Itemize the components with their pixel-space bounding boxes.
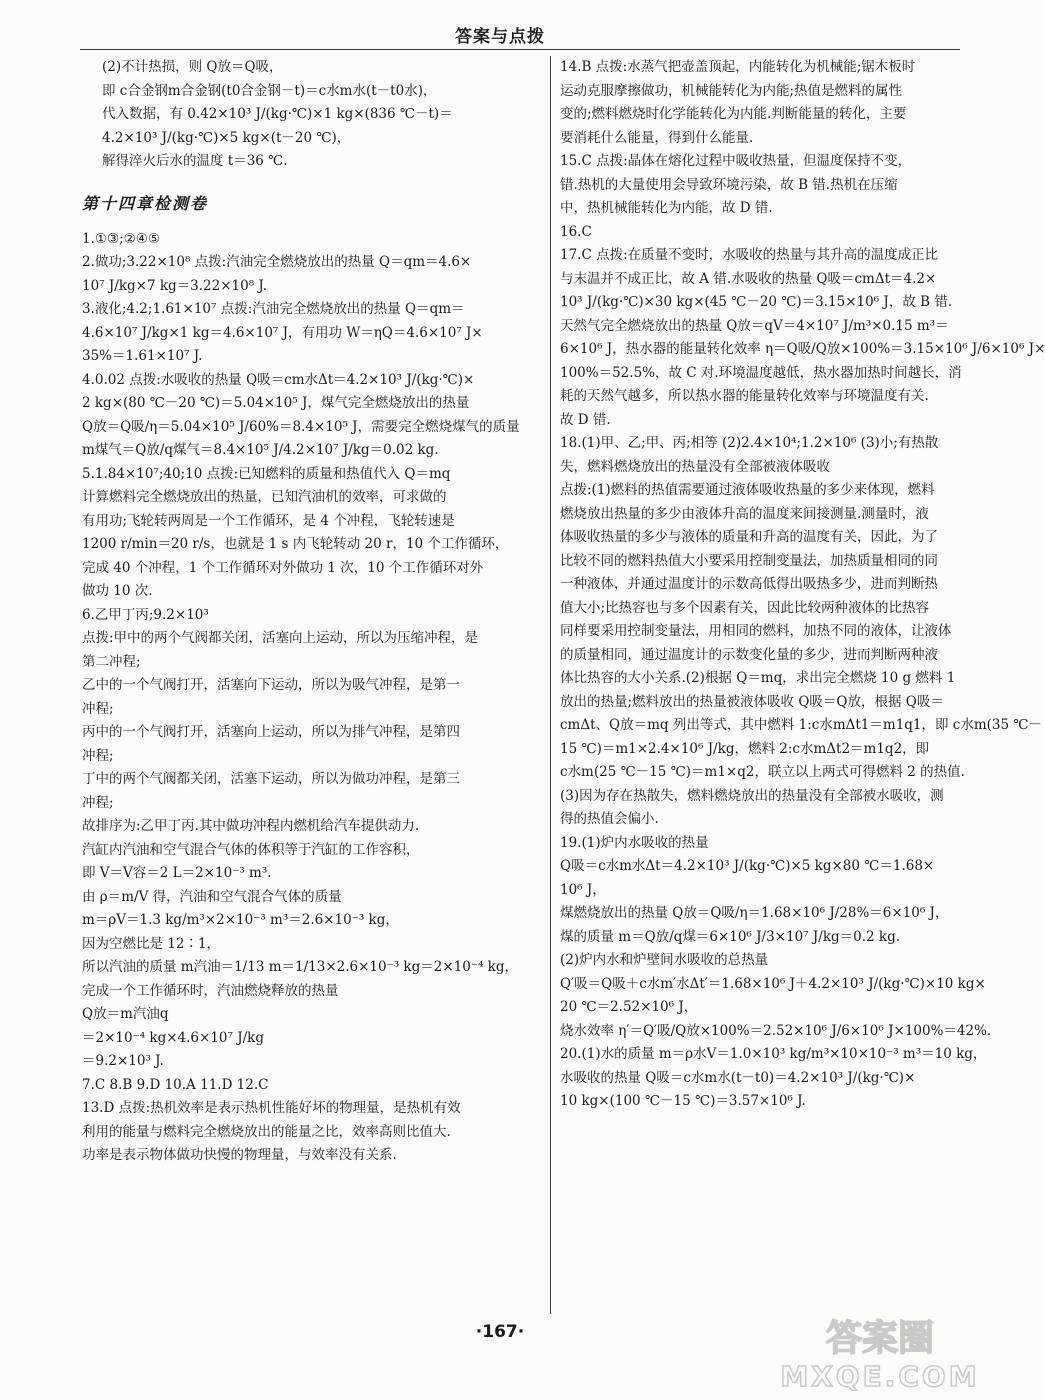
text-line: 因为空燃比是 12∶1， — [82, 935, 221, 952]
text-line: 100%＝52.5%，故 C 对.环境温度越低，热水器加热时间越长，消 — [560, 364, 962, 381]
page-number: ·167· — [475, 1322, 525, 1342]
text-line: 耗的天然气越多，所以热水器的能量转化效率与环境温度有关. — [560, 388, 929, 404]
text-line: 放出的热量;燃料放出的热量被液体吸收 Q吸＝Q放，根据 Q吸＝ — [560, 693, 944, 710]
text-line: 汽缸内汽油和空气混合气体的体积等于汽缸的工作容积， — [82, 841, 420, 858]
text-line: 体比热容的大小关系.(2)根据 Q＝mq，求出完全燃烧 10 g 燃料 1 — [560, 670, 956, 686]
text-line: 10⁶ J， — [560, 881, 606, 898]
text-line: 丙中的一个气阀打开，活塞向上运动，所以为排气冲程，是第四 — [82, 724, 460, 740]
text-line: 点拨:(1)燃料的热值需要通过液体吸收热量的多少来体现，燃料 — [560, 482, 935, 498]
text-line: 4.6×10⁷ J/kg×1 kg＝4.6×10⁷ J，有用功 W＝ηQ＝4.6×10⁷ J× — [82, 324, 483, 341]
text-line: 35%＝1.61×10⁷ J. — [82, 348, 203, 364]
text-line: 解得淬火后水的温度 t＝36 ℃. — [102, 153, 288, 169]
text-line: Q吸＝c水m水Δt＝4.2×10³ J/(kg·℃)×5 kg×80 ℃＝1.68× — [560, 858, 935, 874]
text-line: Q′吸＝Q吸＋c水m′水Δt′＝1.68×10⁶ J＋4.2×10³ J/(kg·℃)×10 kg× — [560, 975, 986, 992]
watermark-line1: 答案圈 — [825, 1318, 935, 1359]
text-line: 3.液化;4.2;1.61×10⁷ 点拨:汽油完全燃烧放出的热量 Q＝qm＝ — [82, 301, 465, 317]
text-line: 乙中的一个气阀打开，活塞向下运动，所以为吸气冲程，是第一 — [82, 677, 460, 693]
text-line: 20.(1)水的质量 m＝ρ水V＝1.0×10³ kg/m³×10×10⁻³ m³＝10 kg， — [560, 1046, 987, 1062]
text-line: 20 ℃＝2.52×10⁶ J， — [560, 999, 698, 1015]
text-line: 故 D 错. — [560, 411, 611, 428]
text-line: 比较不同的燃料热值大小要采用控制变量法，加热质量相同的同 — [560, 552, 938, 569]
text-line: 4.2×10³ J/(kg·℃)×5 kg×(t－20 ℃)， — [102, 129, 351, 146]
text-line: 2 kg×(80 ℃－20 ℃)＝5.04×10⁵ J，煤气完全燃烧放出的热量 — [82, 395, 470, 411]
text-line: 10 kg×(100 ℃－15 ℃)＝3.57×10⁶ J. — [560, 1093, 806, 1109]
text-line: 冲程; — [82, 700, 114, 717]
text-line: 由 ρ＝m/V 得，汽油和空气混合气体的质量 — [82, 888, 342, 905]
text-line: 燃烧放出热量的多少由液体升高的温度来间接测量.测量时，液 — [560, 505, 929, 522]
text-line: 有用功;飞轮转两周是一个工作循环，是 4 个冲程，飞轮转速是 — [82, 512, 455, 529]
text-line: 值大小;比热容也与多个因素有关，因此比较两种液体的比热容 — [560, 599, 930, 616]
right-answer-block — [560, 56, 1045, 1114]
text-line: 4.0.02 点拨:水吸收的热量 Q吸＝cm水Δt＝4.2×10³ J/(kg·℃)× — [82, 371, 475, 388]
text-line: 中，热机械能转化为内能，故 D 错. — [560, 200, 773, 216]
text-line: c水m(25 ℃－15 ℃)＝m1×q2，联立以上两式可得燃料 2 的热值. — [560, 764, 965, 780]
page-header-title: 答案与点拨 — [455, 27, 545, 47]
text-line: 得的热值会偏小. — [560, 811, 659, 827]
text-line: 运动克服摩擦做功，机械能转化为内能;热值是燃料的属性 — [560, 82, 903, 99]
text-line: 烧水效率 η′＝Q′吸/Q放×100%＝2.52×10⁶ J/6×10⁶ J×100%＝42%. — [560, 1022, 992, 1039]
text-line: 功率是表示物体做功快慢的物理量，与效率没有关系. — [82, 1147, 397, 1163]
text-line: 6.乙甲丁丙;9.2×10³ — [82, 606, 209, 623]
text-line: 故排序为:乙甲丁丙.其中做功冲程内燃机给汽车提供动力. — [82, 818, 420, 834]
text-line: 煤的质量 m＝Q放/q煤＝6×10⁶ J/3×10⁷ J/kg＝0.2 kg. — [560, 928, 901, 945]
text-line: 1200 r/min＝20 r/s，也就是 1 s 内飞轮转动 20 r，10 个工作循环， — [82, 536, 509, 552]
text-line: 所以汽油的质量 m汽油＝1/13 m＝1/13×2.6×10⁻³ kg＝2×10⁻⁴ kg， — [82, 959, 518, 975]
right-column — [560, 56, 1045, 1314]
header-rule — [80, 49, 960, 50]
text-line: 完成 40 个冲程，1 个工作循环对外做功 1 次，10 个工作循环对外 — [82, 559, 484, 576]
text-line: 错.热机的大量使用会导致环境污染，故 B 错.热机在压缩 — [560, 176, 898, 193]
text-line: 10³ J/(kg·℃)×30 kg×(45 ℃－20 ℃)＝3.15×10⁶ J，故 B 错. — [560, 294, 953, 310]
text-line: 即 V＝V容＝2 L＝2×10⁻³ m³. — [82, 865, 272, 881]
text-line: 代入数据，有 0.42×10³ J/(kg·℃)×1 kg×(836 ℃－t)＝ — [102, 106, 453, 122]
text-line: 失，燃料燃烧放出的热量没有全部被液体吸收 — [560, 458, 830, 475]
text-line: 10⁷ J/kg×7 kg＝3.22×10⁸ J. — [82, 277, 268, 294]
text-line: 体吸收热量的多少与液体的质量和升高的温度有关，因此，为了 — [560, 529, 938, 545]
text-line: Q放＝m汽油q — [82, 1006, 169, 1022]
text-line: 完成一个工作循环时，汽油燃烧释放的热量 — [82, 982, 339, 999]
text-line: 18.(1)甲、乙;甲、丙;相等 (2)2.4×10⁴;1.2×10⁶ (3)小;有热散 — [560, 435, 939, 451]
text-line: 即 c合金钢m合金钢(t0合金钢－t)＝c水m水(t－t0水)， — [102, 82, 437, 99]
text-line: 水吸收的热量 Q吸＝c水m水(t－t0)＝4.2×10³ J/(kg·℃)× — [560, 1069, 916, 1086]
text-line: 要消耗什么能量，得到什么能量. — [560, 129, 754, 146]
text-line: 13.D 点拨:热机效率是表示热机性能好坏的物理量，是热机有效 — [82, 1100, 461, 1116]
text-line: m煤气＝Q放/q煤气＝8.4×10⁵ J/4.2×10⁷ J/kg＝0.02 kg. — [82, 442, 439, 458]
text-line: 冲程; — [82, 747, 114, 764]
text-line: 丁中的两个气阀都关闭，活塞下运动，所以为做功冲程，是第三 — [82, 771, 460, 787]
text-line: (2)炉内水和炉壁间水吸收的总热量 — [560, 952, 769, 968]
text-line: 19.(1)炉内水吸收的热量 — [560, 834, 709, 851]
text-line: Q放＝Q吸/η＝5.04×10⁵ J/60%＝8.4×10⁵ J，需要完全燃烧煤气的质量 — [82, 418, 520, 435]
text-line: 变的;燃料燃烧时化学能转化为内能.判断能量的转化，主要 — [560, 106, 907, 122]
text-line: 第二冲程; — [82, 653, 141, 670]
text-line: 一种液体，并通过温度计的示数高低得出吸热多少，进而判断热 — [560, 576, 938, 592]
text-line: 6×10⁶ J，热水器的能量转化效率 η＝Q吸/Q放×100%＝3.15×10⁶ J/6×10⁶ J× — [560, 341, 1045, 357]
left-answer-block — [82, 228, 540, 1168]
column-divider — [550, 56, 551, 1314]
text-line: 点拨:甲中的两个气阀都关闭，活塞向上运动，所以为压缩冲程，是 — [82, 630, 479, 646]
text-line: ＝2×10⁻⁴ kg×4.6×10⁷ J/kg — [82, 1029, 264, 1046]
text-line: ＝9.2×10³ J. — [82, 1053, 164, 1069]
text-line: 天然气完全燃烧放出的热量 Q放＝qV＝4×10⁷ J/m³×0.15 m³＝ — [560, 317, 949, 334]
text-line: 冲程; — [82, 794, 114, 811]
text-line: 煤燃烧放出的热量 Q放＝Q吸/η＝1.68×10⁶ J/28%＝6×10⁶ J， — [560, 905, 949, 921]
text-line: 15 ℃)＝m1×2.4×10⁶ J/kg，燃料 2:c水mΔt2＝m1q2，即 — [560, 740, 930, 757]
text-line: 做功 10 次. — [82, 583, 153, 599]
section-title: 第十四章检测卷 — [82, 193, 209, 213]
text-line: 同样要采用控制变量法，用相同的燃料，加热不同的液体，让液体 — [560, 623, 952, 639]
text-line: 与末温并不成正比，故 A 错.水吸收的热量 Q吸＝cmΔt＝4.2× — [560, 270, 937, 287]
text-line: (2)不计热损，则 Q放＝Q吸， — [102, 59, 283, 75]
left-top-block — [82, 56, 540, 174]
text-line: 15.C 点拨:晶体在熔化过程中吸收热量，但温度保持不变， — [560, 153, 912, 169]
text-line: 5.1.84×10⁷;40;10 点拨:已知燃料的质量和热值代入 Q＝mq — [82, 465, 451, 482]
text-line: 14.B 点拨:水蒸气把壶盖顶起，内能转化为机械能;锯木板时 — [560, 59, 916, 75]
text-line: 17.C 点拨:在质量不变时，水吸收的热量与其升高的温度成正比 — [560, 247, 939, 263]
text-line: 的质量相同，通过温度计的示数变化量的多少，进而判断两种液 — [560, 646, 938, 663]
text-line: 1.①③;②④⑤ — [82, 230, 160, 247]
text-line: 7.C 8.B 9.D 10.A 11.D 12.C — [82, 1076, 269, 1093]
text-line: (3)因为存在热散失，燃料燃烧放出的热量没有全部被水吸收，测 — [560, 787, 944, 804]
text-line: 16.C — [560, 223, 592, 240]
text-line: cmΔt、Q放＝mq 列出等式，其中燃料 1:c水mΔt1＝m1q1，即 c水m(35 ℃－ — [560, 717, 1043, 733]
text-line: 2.做功;3.22×10⁸ 点拨:汽油完全燃烧放出的热量 Q＝qm＝4.6× — [82, 254, 472, 270]
watermark-line2: MXQE.COM — [780, 1360, 980, 1393]
watermark — [780, 1310, 990, 1394]
text-line: 计算燃料完全燃烧放出的热量，已知汽油机的效率，可求做的 — [82, 489, 447, 505]
left-column — [82, 56, 540, 1314]
text-line: 利用的能量与燃料完全燃烧放出的能量之比，效率高则比值大. — [82, 1123, 451, 1140]
text-line: m＝ρV＝1.3 kg/m³×2×10⁻³ m³＝2.6×10⁻³ kg， — [82, 912, 399, 928]
